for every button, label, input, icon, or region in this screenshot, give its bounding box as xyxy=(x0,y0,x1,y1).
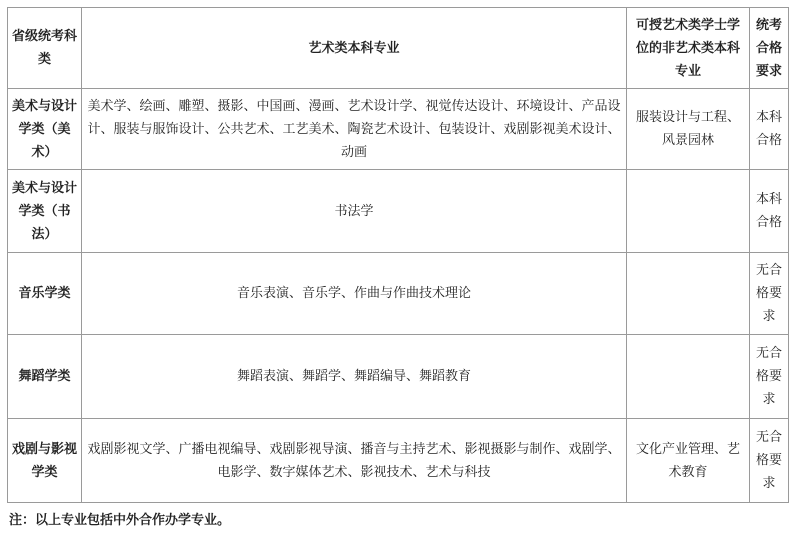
row-majors: 美术学、绘画、雕塑、摄影、中国画、漫画、艺术设计学、视觉传达设计、环境设计、产品设计、服装与服饰设计、公共艺术、工艺美术、陶瓷艺术设计、包装设计、戏剧影视美术设计、动画 xyxy=(82,89,627,170)
row-non-art-majors xyxy=(627,335,750,419)
row-requirement: 无合格要求 xyxy=(750,335,789,419)
row-non-art-majors: 服装设计与工程、风景园林 xyxy=(627,89,750,170)
table-row xyxy=(8,253,789,335)
row-category: 美术与设计学类（书法） xyxy=(8,170,82,253)
row-category: 美术与设计学类（美术） xyxy=(8,89,82,170)
header-category: 省级统考科类 xyxy=(8,8,82,89)
row-majors: 书法学 xyxy=(82,170,627,253)
row-category: 音乐学类 xyxy=(8,253,82,335)
row-non-art-majors xyxy=(627,253,750,335)
header-requirement: 统考合格要求 xyxy=(750,8,789,89)
table-header-row xyxy=(8,8,789,89)
row-non-art-majors xyxy=(627,170,750,253)
table-row xyxy=(8,419,789,503)
row-majors: 音乐表演、音乐学、作曲与作曲技术理论 xyxy=(82,253,627,335)
row-category: 舞蹈学类 xyxy=(8,335,82,419)
row-category: 戏剧与影视学类 xyxy=(8,419,82,503)
table-row xyxy=(8,170,789,253)
row-majors: 舞蹈表演、舞蹈学、舞蹈编导、舞蹈教育 xyxy=(82,335,627,419)
majors-table xyxy=(7,7,789,503)
table-row xyxy=(8,335,789,419)
footnote: 注：以上专业包括中外合作办学专业。 xyxy=(9,513,231,528)
table-row xyxy=(8,89,789,170)
row-requirement: 无合格要求 xyxy=(750,419,789,503)
row-non-art-majors: 文化产业管理、艺术教育 xyxy=(627,419,750,503)
row-majors: 戏剧影视文学、广播电视编导、戏剧影视导演、播音与主持艺术、影视摄影与制作、戏剧学、电影学、数字媒体艺术、影视技术、艺术与科技 xyxy=(82,419,627,503)
row-requirement: 本科合格 xyxy=(750,170,789,253)
row-requirement: 本科合格 xyxy=(750,89,789,170)
header-non-art-majors: 可授艺术类学士学位的非艺术类本科专业 xyxy=(627,8,750,89)
row-requirement: 无合格要求 xyxy=(750,253,789,335)
header-majors: 艺术类本科专业 xyxy=(82,8,627,89)
